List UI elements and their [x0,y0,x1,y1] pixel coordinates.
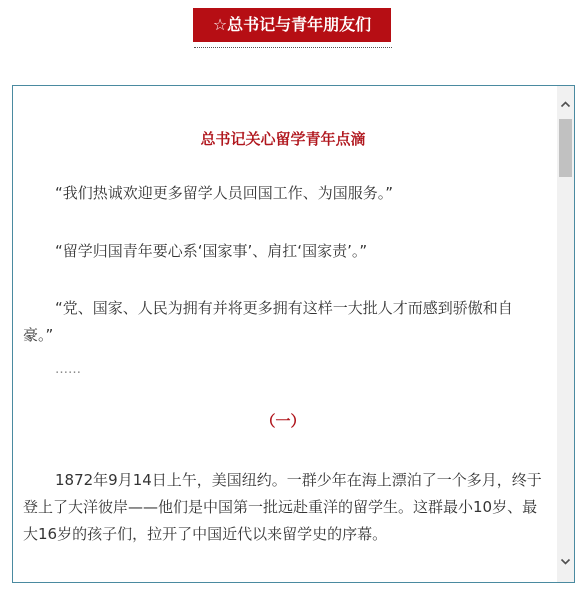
vertical-scrollbar[interactable] [557,86,574,582]
scroll-down-button[interactable] [557,553,574,570]
article-scroll-box[interactable] [12,85,575,583]
scroll-up-button[interactable] [557,96,574,113]
header-dotted-underline [194,47,392,48]
chevron-down-icon [560,556,571,567]
quote-paragraph-1: “我们热诚欢迎更多留学人员回国工作、为国服务。” [55,184,394,202]
section-header [0,8,584,42]
body-paragraph-1: 1872年9月14日上午，美国纽约。一群少年在海上漂泊了一个多月，终于登上了大洋彼岸——他们是中国第一批远赴重洋的留学生。这群最小10岁、最大16岁的孩子们，拉开了中国近代以来留学史的序幕。 [23,471,542,543]
quote-paragraph-3: “党、国家、人民为拥有并将更多拥有这样一大批人才而感到骄傲和自豪。” [23,299,513,344]
article-title: 总书记关心留学青年点滴 [200,130,366,148]
star-icon: ☆ [212,15,228,34]
ellipsis-line: …… [55,362,81,377]
scroll-thumb[interactable] [559,119,572,177]
quote-paragraph-2: “留学归国青年要心系‘国家事’、肩扛‘国家责’。” [55,242,368,260]
chevron-up-icon [560,99,571,110]
section-number-title: （一） [260,412,306,430]
section-header-badge [193,8,391,42]
section-header-title: 总书记与青年朋友们 [227,15,372,34]
